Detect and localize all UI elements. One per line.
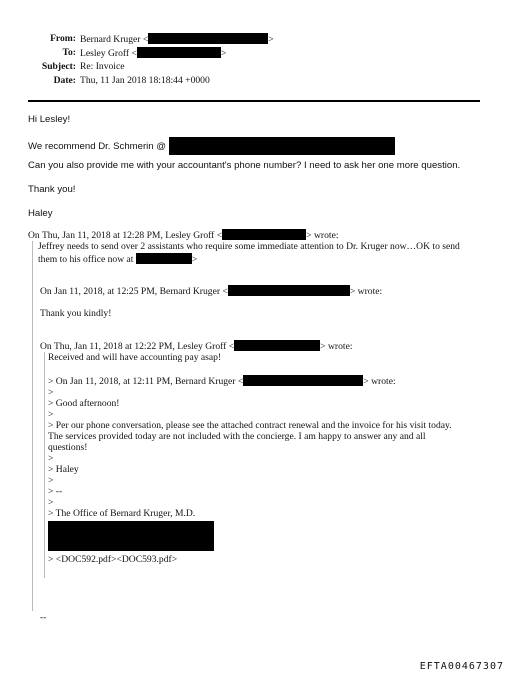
quote4-line: > Haley bbox=[48, 464, 79, 475]
quote1-bar bbox=[32, 241, 33, 611]
document-id: EFTA00467307 bbox=[419, 661, 504, 672]
quote4-line: > bbox=[48, 409, 54, 420]
quote1-line2: them to his office now at > bbox=[38, 254, 198, 265]
quote3-attribution: On Thu, Jan 11, 2018 at 12:22 PM, Lesley Groff < > wrote: bbox=[40, 341, 353, 352]
quote2-attribution: On Jan 11, 2018, at 12:25 PM, Bernard Kruger < > wrote: bbox=[40, 286, 383, 297]
redaction bbox=[234, 340, 320, 351]
to-value: Lesley Groff < > bbox=[80, 48, 227, 59]
quote4-line: The services provided today are not included with the concierge. I am happy to answer any and all bbox=[48, 431, 426, 442]
quote4-line: > bbox=[48, 387, 54, 398]
quote3-bar bbox=[44, 352, 45, 578]
attachments-line: > <DOC592.pdf><DOC593.pdf> bbox=[48, 554, 178, 565]
trailer-dash: -- bbox=[40, 612, 47, 623]
redaction bbox=[228, 285, 350, 296]
question-line: Can you also provide me with your accountant's phone number? I need to ask her one more question. bbox=[28, 160, 461, 171]
quote1-line1: Jeffrey needs to send over 2 assistants who require some immediate attention to Dr. Kruger now…OK to send bbox=[38, 241, 460, 252]
quote4-line: > bbox=[48, 497, 54, 508]
redaction-block bbox=[48, 521, 214, 551]
thanks-line: Thank you! bbox=[28, 184, 76, 195]
date-value: Thu, 11 Jan 2018 18:18:44 +0000 bbox=[80, 75, 210, 86]
quote4-attribution: > On Jan 11, 2018, at 12:11 PM, Bernard Kruger < > wrote: bbox=[48, 376, 396, 387]
signoff: Haley bbox=[28, 208, 53, 219]
quote4-line: questions! bbox=[48, 442, 88, 453]
quote4-line: > bbox=[48, 453, 54, 464]
from-label: From: bbox=[50, 33, 76, 44]
quote4-line: > The Office of Bernard Kruger, M.D. bbox=[48, 508, 196, 519]
redaction bbox=[136, 253, 192, 264]
date-label: Date: bbox=[53, 75, 76, 86]
quote2-text: Thank you kindly! bbox=[40, 308, 112, 319]
redaction bbox=[169, 137, 395, 155]
redaction bbox=[137, 47, 221, 58]
quote4-line: > bbox=[48, 475, 54, 486]
redaction bbox=[222, 229, 306, 240]
redaction bbox=[243, 375, 363, 386]
quote3-text: Received and will have accounting pay asap! bbox=[48, 352, 222, 363]
quote1-attribution: On Thu, Jan 11, 2018 at 12:28 PM, Lesley Groff < > wrote: bbox=[28, 230, 339, 241]
quote4-line: > Per our phone conversation, please see the attached contract renewal and the invoice for his visit today. bbox=[48, 420, 452, 431]
header-divider bbox=[28, 100, 480, 102]
greeting: Hi Lesley! bbox=[28, 114, 71, 125]
subject-value: Re: Invoice bbox=[80, 61, 125, 72]
to-label: To: bbox=[62, 47, 76, 58]
from-value: Bernard Kruger < > bbox=[80, 34, 274, 45]
subject-label: Subject: bbox=[41, 61, 76, 72]
quote4-line: > -- bbox=[48, 486, 63, 497]
recommend-line: We recommend Dr. Schmerin @ bbox=[28, 137, 395, 155]
quote4-line: > Good afternoon! bbox=[48, 398, 120, 409]
email-header bbox=[0, 33, 512, 93]
redaction bbox=[148, 33, 268, 44]
